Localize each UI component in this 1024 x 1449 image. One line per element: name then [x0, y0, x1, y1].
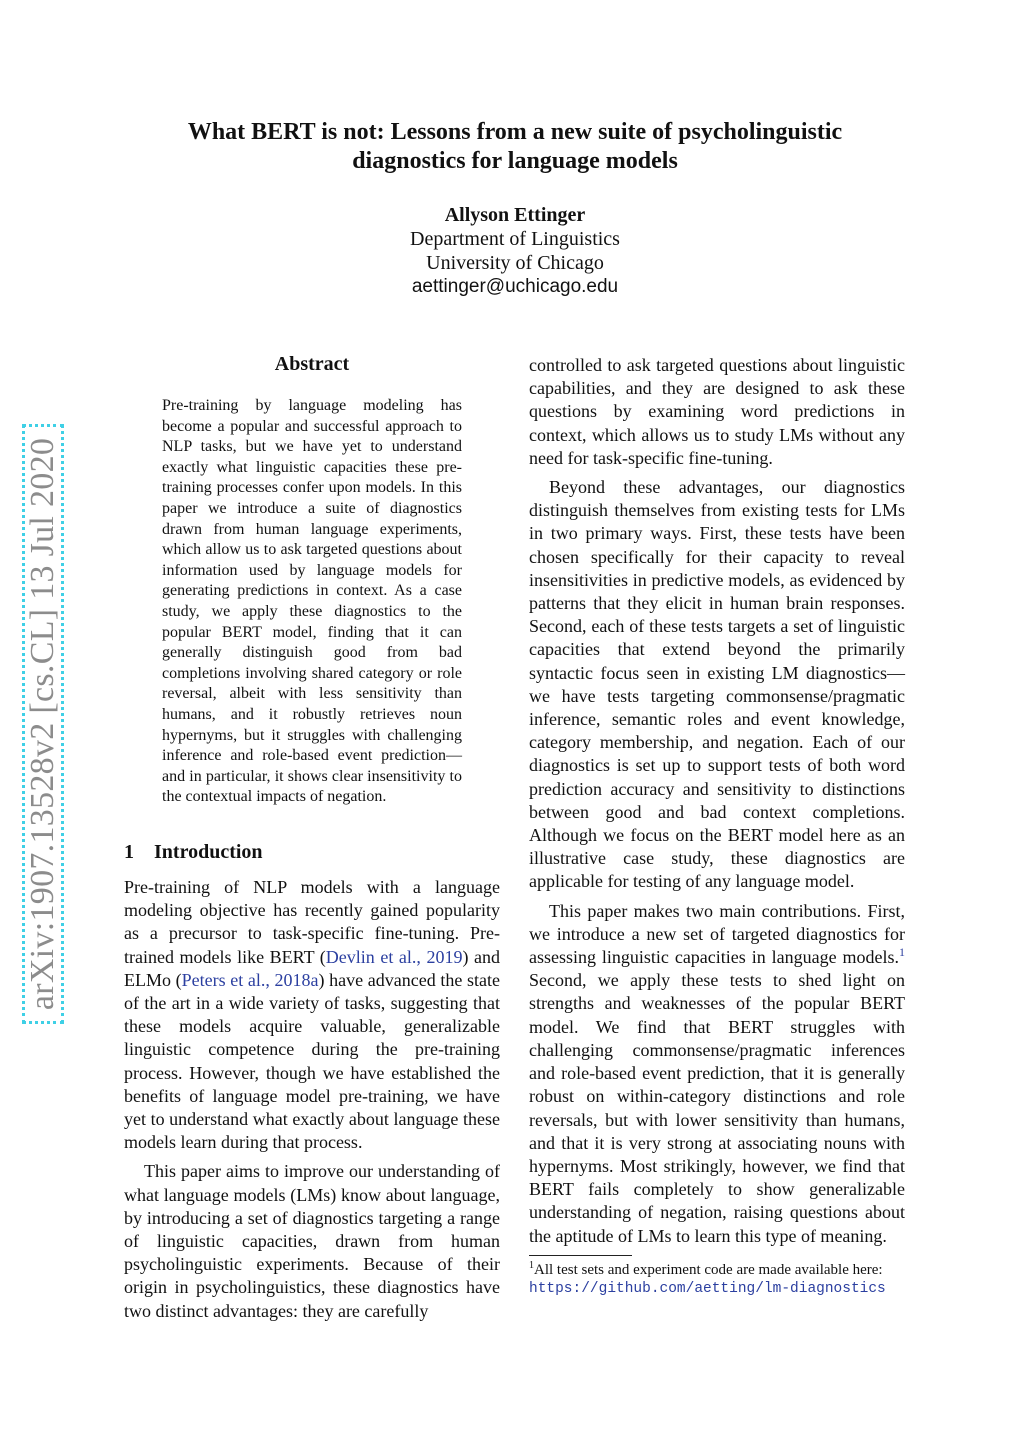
intro-p1-text-c: ) have advanced the state of the art in a wide variety of tasks, suggesting that these models acquire valuable, generalizable linguistic competence during the pre-training process. However, though we have established the benefits of language model pre-training, we have yet to understand what exactly about language these models learn during that process.	[124, 969, 500, 1153]
intro-p1-text-a: Pre-training of NLP models with a language modeling objective has recently gained popularity as a precursor to task-specific fine-tuning. Pre-trained models like BERT (	[124, 877, 500, 967]
footnote-mark: 1	[529, 1260, 534, 1271]
left-column	[124, 876, 500, 1329]
intro-paragraph-5	[529, 900, 905, 1248]
intro-paragraph-2: This paper aims to improve our understanding of what language models (LMs) know about language, by introducing a set of diagnostics targeting a range of linguistic capacities, drawn from human psycholinguistic experiments. Because of their origin in psycholinguistics, these diagnostics have two distinct advantages: they are carefully	[124, 1161, 500, 1321]
intro-paragraph-3: controlled to ask targeted questions about linguistic capabilities, and they are designed to ask these questions by examining word predictions in context, which allows us to study LMs without any need for task-specific fine-tuning.	[529, 355, 905, 468]
arxiv-stamp	[22, 424, 64, 1024]
abstract-body: Pre-training by language modeling has become a popular and successful approach to NLP tasks, but we have yet to understand exactly what linguistic capacities these pre-training processes confer upon models. In this paper we introduce a suite of diagnostics drawn from human language experiments, which allow us to ask targeted questions about information used by language models for generating predictions in context. As a case study, we apply these diagnostics to the popular BERT model, finding that it can generally distinguish good from bad completions involving shared category or role reversal, albeit with less sensitivity than humans, and it robustly retrieves noun hypernyms, but it struggles with challenging inference and role-based event prediction— and in particular, it shows clear insensitivity to the contextual impacts of negation.	[162, 397, 462, 806]
footnote-rule	[529, 1255, 632, 1256]
footnote-ref[interactable]: 1	[899, 945, 905, 960]
intro-paragraph-4: Beyond these advantages, our diagnostics distinguish themselves from existing tests for LMs in two primary ways. First, these tests have been chosen specifically for their capacity to reveal insensitivities in predictive models, as evidenced by patterns that they elicit in human brain responses. Second, each of these tests targets a set of linguistic capacities that extend beyond the primarily syntactic focus seen in existing LM diagnostics— we have tests targeting commonsense/pragmatic inference, semantic roles and event knowledge, category membership, and negation. Each of our diagnostics is set up to support tests of both word prediction accuracy and sensitivity to distinctions between good and bad context completions. Although we focus on the BERT model here as an illustrative case study, these diagnostics are applicable for testing of any language model.	[529, 477, 905, 892]
author-institution: University of Chicago	[426, 252, 604, 274]
author-email[interactable]: aettinger@uchicago.edu	[411, 276, 619, 297]
footnote-text: All test sets and experiment code are made available here:	[534, 1262, 883, 1278]
intro-p5-text-a: This paper makes two main contributions. First, we introduce a new set of targeted diagnostics for assessing linguistic capacities in language models.	[529, 900, 905, 968]
abstract-heading: Abstract	[274, 353, 350, 375]
author-department: Department of Linguistics	[410, 228, 620, 250]
intro-p5-text-b: Second, we apply these tests to shed light on strengths and weaknesses of the popular BERT model. We find that BERT struggles with challenging commonsense/pragmatic inferences and role-based event prediction, that it is generally robust on within-category distinctions and role reversals, but with lower sensitivity than humans, and that it is very strong at associating nouns with hypernyms. Most strikingly, however, we find that BERT fails completely to show generalizable understanding of negation, raising questions about the aptitude of LMs to learn this type of meaning.	[529, 970, 905, 1246]
intro-paragraph-1	[124, 876, 500, 1154]
author-block	[300, 203, 730, 299]
intro-p1-text-b: ) and ELMo (	[124, 946, 500, 990]
citation-peters[interactable]: Peters et al., 2018a	[181, 969, 319, 990]
author-name: Allyson Ettinger	[444, 204, 586, 226]
citation-devlin[interactable]: Devlin et al., 2019	[325, 946, 463, 967]
section-title: Introduction	[154, 841, 263, 863]
section-heading	[124, 840, 263, 864]
section-number: 1	[124, 841, 134, 863]
paper-title-line-2: diagnostics for language models	[352, 148, 678, 174]
paper-title	[130, 118, 900, 176]
footnote-url-link[interactable]: https://github.com/aetting/lm-diagnostics	[529, 1281, 886, 1297]
footnote	[529, 1261, 905, 1299]
paper-title-line-1: What BERT is not: Lessons from a new suite of psycholinguistic	[187, 119, 843, 145]
right-column	[529, 354, 905, 1254]
arxiv-stamp-text: arXiv:1907.13528v2 [cs.CL] 13 Jul 2020	[24, 437, 61, 1011]
